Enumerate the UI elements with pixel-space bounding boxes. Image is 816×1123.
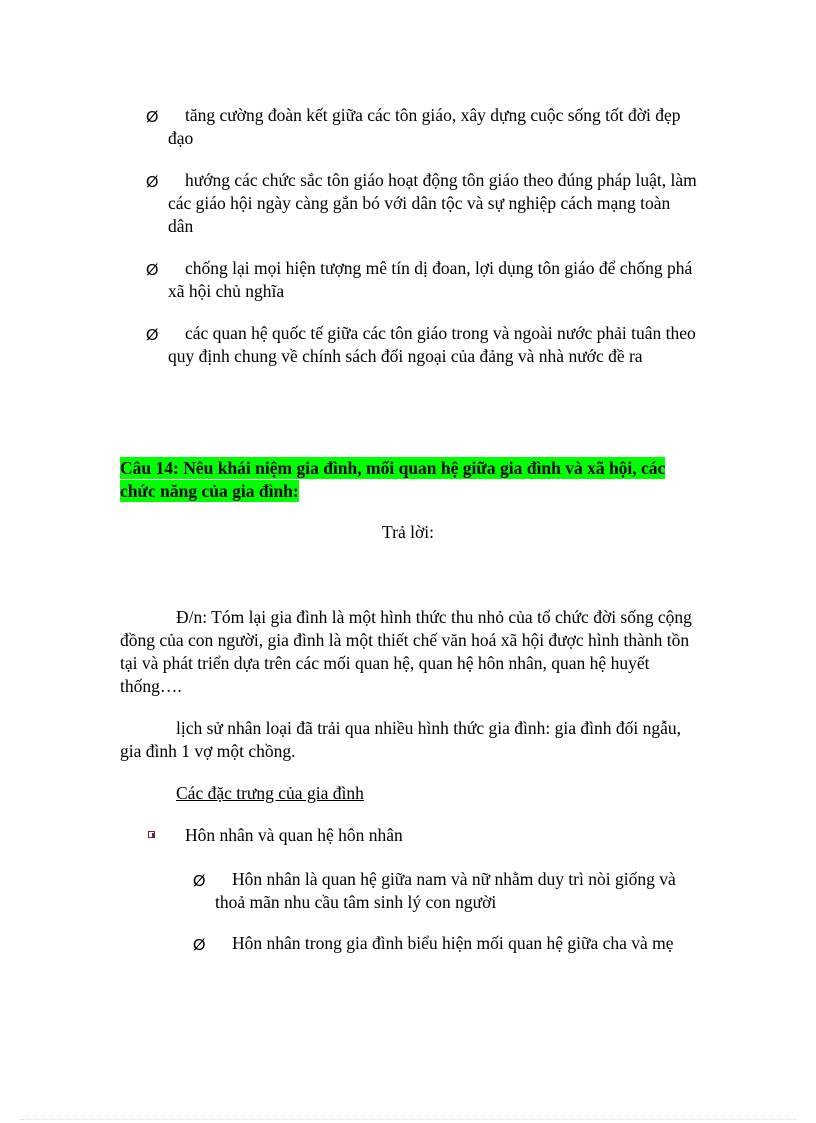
question-title: Câu 14: Nêu khái niệm gia đình, mối quan hệ giữa gia đình và xã hội, các chức năng của gia đình: <box>120 458 666 501</box>
list-item-text: hướng các chức sắc tôn giáo hoạt động tôn giáo theo đúng pháp luật, làm các giáo hội ngày càng gắn bó với dân tộc và sự nghiệp cách mạng toàn dân <box>168 170 697 236</box>
list-item-text: các quan hệ quốc tế giữa các tôn giáo trong và ngoài nước phải tuân theo quy định chung về chính sách đối ngoại của đảng và nhà nước đề ra <box>168 323 696 366</box>
list-item-text: chống lại mọi hiện tượng mê tín dị đoan, lợi dụng tôn giáo để chống phá xã hội chủ nghĩa <box>168 258 693 301</box>
bullet-arrow-icon: Ø <box>146 327 159 344</box>
answer-label: Trả lời: <box>382 522 434 542</box>
question-heading <box>120 457 680 503</box>
features-heading: Các đặc trưng của gia đình <box>176 783 364 803</box>
definition-paragraph: Đ/n: Tóm lại gia đình là một hình thức thu nhỏ của tổ chức đời sống cộng đồng của con người, gia đình là một thiết chế văn hoá xã hội được hình thành tồn tại và phát triển dựa trên các mối quan hệ, quan hệ hôn nhân, quan hệ huyết thống…. <box>120 607 692 696</box>
list-item-text: tăng cường đoàn kết giữa các tôn giáo, xây dựng cuộc sống tốt đời đẹp đạo <box>168 105 681 148</box>
marriage-section-title: Hôn nhân và quan hệ hôn nhân <box>185 825 403 845</box>
bullet-arrow-icon: Ø <box>193 937 206 954</box>
history-paragraph: lịch sử nhân loại đã trải qua nhiều hình thức gia đình: gia đình đối ngẫu, gia đình 1 vợ một chồng. <box>120 718 681 761</box>
bullet-arrow-icon: Ø <box>193 873 206 890</box>
square-bullet-icon <box>148 831 155 838</box>
bullet-arrow-icon: Ø <box>146 174 159 191</box>
list-item-text: Hôn nhân là quan hệ giữa nam và nữ nhằm duy trì nòi giống và thoả mãn nhu cầu tâm sinh lý con người <box>215 869 676 912</box>
bullet-arrow-icon: Ø <box>146 262 159 279</box>
bullet-arrow-icon: Ø <box>146 109 159 126</box>
list-item-text: Hôn nhân trong gia đình biểu hiện mối quan hệ giữa cha và mẹ <box>232 933 674 953</box>
page-footer-divider <box>20 1119 796 1120</box>
